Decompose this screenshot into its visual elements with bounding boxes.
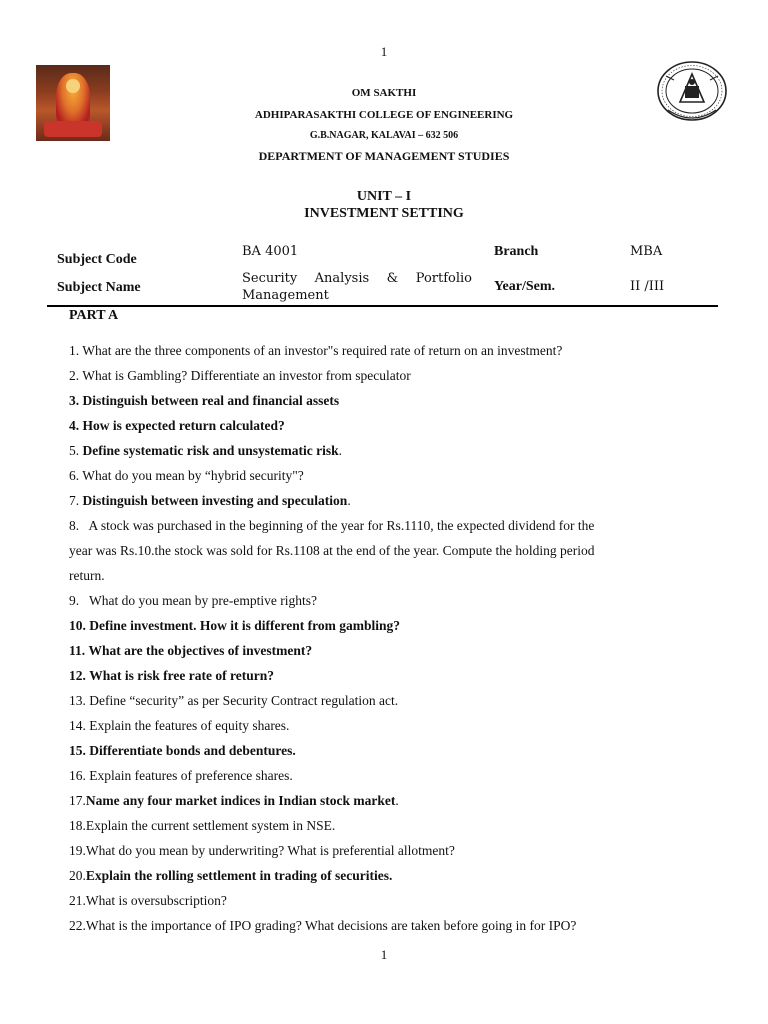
- question-10: 10. Define investment. How it is different from gambling?: [69, 618, 400, 633]
- college-name: ADHIPARASAKTHI COLLEGE OF ENGINEERING: [254, 109, 514, 121]
- college-header: [0, 86, 768, 164]
- question-5: 5. Define systematic risk and unsystematic risk.: [69, 443, 342, 458]
- question-3: 3. Distinguish between real and financial assets: [69, 393, 340, 408]
- page-number-top: 1: [380, 44, 388, 59]
- question-17: 17.Name any four market indices in Indian stock market.: [69, 793, 399, 808]
- question-13: 13. Define “security” as per Security Contract regulation act.: [69, 693, 399, 708]
- question-19: 19.What do you mean by underwriting? What is preferential allotment?: [69, 843, 455, 858]
- question-1: 1. What are the three components of an investor"s required rate of return on an investment?: [69, 343, 563, 358]
- question-12: 12. What is risk free rate of return?: [69, 668, 274, 683]
- subject-name-value-line2: Management: [242, 288, 329, 303]
- branch-value: MBA: [630, 244, 663, 259]
- question-7: 7. Distinguish between investing and speculation.: [69, 493, 351, 508]
- part-heading: PART A: [69, 308, 119, 323]
- page-number-bottom: 1: [380, 947, 388, 962]
- department-name: DEPARTMENT OF MANAGEMENT STUDIES: [258, 149, 510, 163]
- subject-info-table: [0, 240, 768, 310]
- question-6: 6. What do you mean by “hybrid security"?: [69, 468, 304, 483]
- question-14: 14. Explain the features of equity shares.: [69, 718, 290, 733]
- question-8-line3: return.: [69, 568, 105, 583]
- question-4: 4. How is expected return calculated?: [69, 418, 285, 433]
- question-16: 16. Explain features of preference shares.: [69, 768, 293, 783]
- year-sem-label: Year/Sem.: [494, 279, 556, 294]
- header-divider: [47, 305, 718, 307]
- unit-subtitle: INVESTMENT SETTING: [304, 206, 464, 221]
- subject-name-value-line1: Security Analysis & Portfolio: [242, 271, 472, 286]
- question-20: 20.Explain the rolling settlement in trading of securities.: [69, 868, 393, 883]
- year-sem-value: II /III: [630, 279, 665, 294]
- question-21: 21.What is oversubscription?: [69, 893, 227, 908]
- subject-code-value: BA 4001: [242, 244, 299, 259]
- subject-code-label: Subject Code: [57, 252, 137, 267]
- question-22: 22.What is the importance of IPO grading? What decisions are taken before going in for IPO?: [69, 918, 577, 933]
- question-15: 15. Differentiate bonds and debentures.: [69, 743, 296, 758]
- unit-title: UNIT – I: [356, 189, 412, 204]
- header-om-sakthi: OM SAKTHI: [351, 87, 417, 99]
- question-11: 11. What are the objectives of investment?: [69, 643, 313, 658]
- branch-label: Branch: [494, 244, 539, 259]
- question-2: 2. What is Gambling? Differentiate an investor from speculator: [69, 368, 411, 383]
- question-8-line2: year was Rs.10.the stock was sold for Rs.1108 at the end of the year. Compute the holding period: [69, 543, 595, 558]
- question-8: 8. A stock was purchased in the beginning of the year for Rs.1110, the expected dividend for the: [69, 518, 595, 533]
- question-9: 9. What do you mean by pre-emptive rights?: [69, 593, 317, 608]
- subject-name-label: Subject Name: [57, 280, 141, 295]
- college-address: G.B.NAGAR, KALAVAI – 632 506: [309, 130, 459, 141]
- question-18: 18.Explain the current settlement system in NSE.: [69, 818, 336, 833]
- unit-heading: [0, 188, 768, 222]
